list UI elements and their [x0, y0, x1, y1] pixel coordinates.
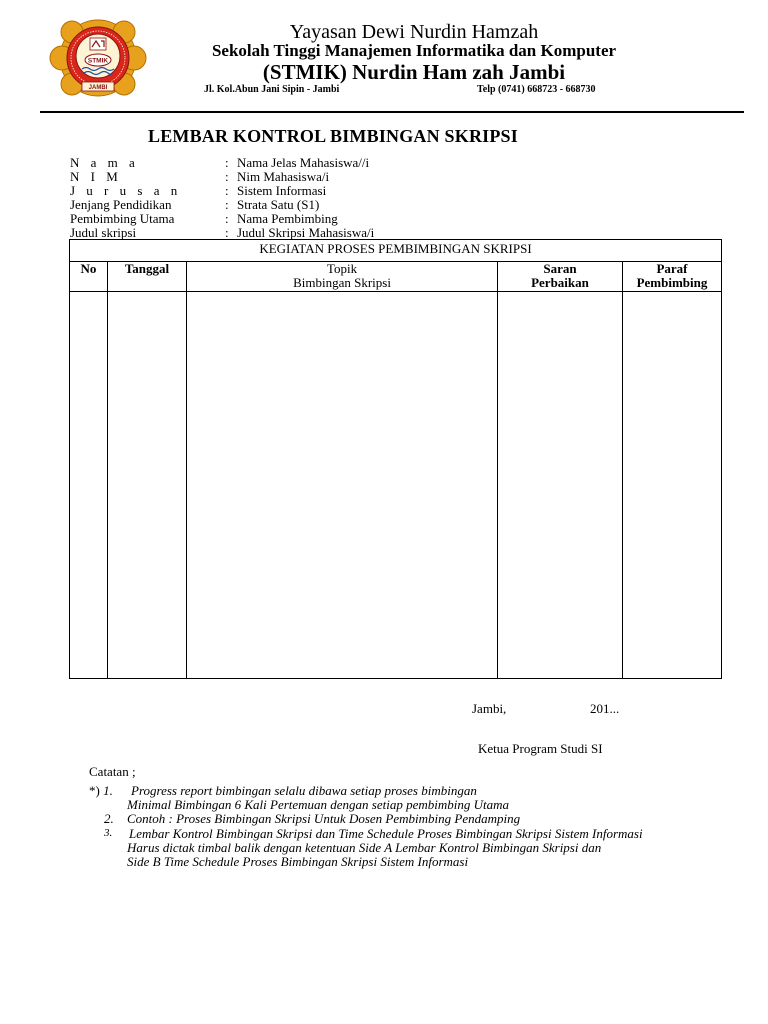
note-text: Side B Time Schedule Proses Bimbingan Skripsi Sistem Informasi	[127, 854, 469, 869]
field-colon: :	[225, 155, 229, 170]
field-value: Nim Mahasiswa/i	[237, 169, 330, 184]
institution-name: Sekolah Tinggi Manajemen Informatika dan Komputer	[211, 41, 617, 60]
field-label: Pembimbing Utama	[70, 211, 175, 226]
note-text: Minimal Bimbingan 6 Kali Pertemuan dengan setiap pembimbing Utama	[127, 797, 510, 812]
field-value: Nama Jelas Mahasiswa//i	[237, 155, 370, 170]
note-text: Harus dictak timbal balik dengan ketentuan Side A Lembar Kontrol Bimbingan Skripsi dan	[127, 840, 602, 855]
emblem-center-text: STMIK	[87, 57, 109, 65]
table-caption: KEGIATAN PROSES PEMBIMBINGAN SKRIPSI	[70, 240, 722, 262]
note-number: 3.	[104, 827, 113, 839]
field-colon: :	[225, 169, 229, 184]
note-item-3	[104, 826, 112, 841]
institution-address: Jl. Kol.Abun Jani Sipin - Jambi	[204, 84, 340, 95]
field-colon: :	[225, 183, 229, 198]
cell-tanggal	[108, 292, 187, 679]
note-number: 2.	[104, 811, 114, 826]
field-label: N I M	[70, 169, 122, 184]
field-colon: :	[225, 197, 229, 212]
cell-paraf	[623, 292, 722, 679]
emblem-bottom-text: JAMBI	[88, 85, 108, 91]
institution-phone: Telp (0741) 668723 - 668730	[477, 84, 596, 95]
cell-saran	[498, 292, 623, 679]
field-value: Strata Satu (S1)	[237, 197, 320, 212]
field-value: Sistem Informasi	[237, 183, 327, 198]
column-header-tanggal: Tanggal	[108, 262, 187, 292]
table-header-row	[70, 262, 722, 292]
column-header-paraf: Paraf Pembimbing	[623, 262, 722, 292]
field-value: Judul Skripsi Mahasiswa/i	[237, 225, 375, 240]
field-colon: :	[225, 225, 229, 240]
note-line	[127, 854, 468, 870]
signature-place: Jambi,	[472, 701, 507, 716]
column-header-saran: Saran Perbaikan	[498, 262, 623, 292]
cell-no	[70, 292, 108, 679]
field-label: Judul skripsi	[70, 225, 137, 240]
guidance-table	[69, 239, 722, 679]
signature-year: 201...	[590, 701, 620, 716]
field-value: Nama Pembimbing	[237, 211, 338, 226]
note-item-1	[89, 783, 113, 799]
note-text: Progress report bimbingan selalu dibawa setiap proses bimbingan	[131, 783, 477, 798]
note-item-2	[104, 811, 114, 827]
letterhead-divider	[40, 111, 744, 113]
campus-name: (STMIK) Nurdin Ham zah Jambi	[262, 60, 566, 84]
notes-heading: Catatan ;	[89, 764, 136, 779]
field-label: J u r u s a n	[70, 183, 182, 198]
document-title: LEMBAR KONTROL BIMBINGAN SKRIPSI	[148, 126, 518, 146]
signature-role: Ketua Program Studi SI	[478, 741, 603, 756]
table-row	[70, 292, 722, 679]
field-colon: :	[225, 211, 229, 226]
column-header-topik: Topik Bimbingan Skripsi	[187, 262, 498, 292]
cell-topik	[187, 292, 498, 679]
note-text: Contoh : Proses Bimbingan Skripsi Untuk Dosen Pembimbing Pendamping	[127, 811, 521, 826]
foundation-name: Yayasan Dewi Nurdin Hamzah	[289, 21, 539, 43]
note-line	[127, 811, 520, 827]
column-header-no: No	[70, 262, 108, 292]
field-label: Jenjang Pendidikan	[70, 197, 172, 212]
note-number: 1.	[103, 783, 113, 798]
note-text: Lembar Kontrol Bimbingan Skripsi dan Time Schedule Proses Bimbingan Skripsi Sistem Informasi	[129, 826, 643, 841]
field-label: N a m a	[70, 155, 139, 170]
note-marker: *)	[89, 783, 104, 798]
